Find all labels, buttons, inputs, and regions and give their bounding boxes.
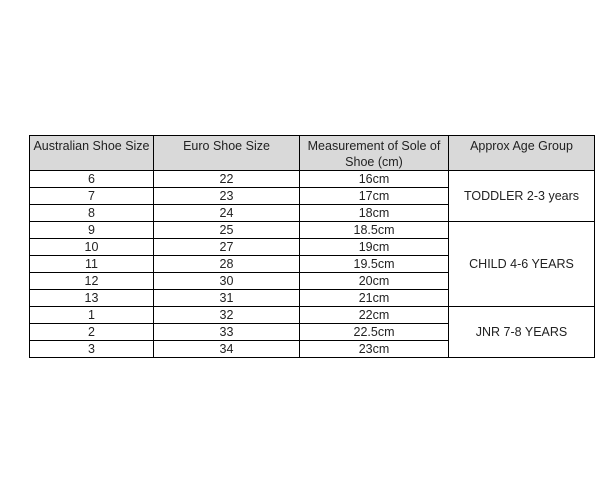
- header-age-group: Approx Age Group: [449, 136, 595, 171]
- table-row: [30, 222, 595, 239]
- table-row: [30, 307, 595, 324]
- table-row: [30, 171, 595, 188]
- euro-size-cell: 33: [154, 324, 300, 341]
- euro-size-cell: 28: [154, 256, 300, 273]
- age-group-toddler: TODDLER 2-3 years: [449, 171, 595, 222]
- header-sole-measurement: Measurement of Sole of Shoe (cm): [300, 136, 449, 171]
- euro-size-cell: 32: [154, 307, 300, 324]
- sole-measurement-cell: 18cm: [300, 205, 449, 222]
- table-header: [30, 136, 595, 171]
- sole-measurement-cell: 23cm: [300, 341, 449, 358]
- australian-size-cell: 9: [30, 222, 154, 239]
- australian-size-cell: 11: [30, 256, 154, 273]
- header-euro-size: Euro Shoe Size: [154, 136, 300, 171]
- sole-measurement-cell: 19cm: [300, 239, 449, 256]
- euro-size-cell: 22: [154, 171, 300, 188]
- sole-measurement-cell: 19.5cm: [300, 256, 449, 273]
- euro-size-cell: 25: [154, 222, 300, 239]
- header-row: [30, 136, 595, 171]
- euro-size-cell: 27: [154, 239, 300, 256]
- euro-size-cell: 34: [154, 341, 300, 358]
- sole-measurement-cell: 20cm: [300, 273, 449, 290]
- euro-size-cell: 31: [154, 290, 300, 307]
- sole-measurement-cell: 18.5cm: [300, 222, 449, 239]
- australian-size-cell: 7: [30, 188, 154, 205]
- sole-measurement-cell: 22.5cm: [300, 324, 449, 341]
- euro-size-cell: 23: [154, 188, 300, 205]
- table-body: [30, 171, 595, 358]
- age-group-junior: JNR 7-8 YEARS: [449, 307, 595, 358]
- sole-measurement-cell: 22cm: [300, 307, 449, 324]
- australian-size-cell: 6: [30, 171, 154, 188]
- shoe-size-table: [29, 135, 595, 358]
- australian-size-cell: 8: [30, 205, 154, 222]
- age-group-child: CHILD 4-6 YEARS: [449, 222, 595, 307]
- australian-size-cell: 13: [30, 290, 154, 307]
- header-australian-size: Australian Shoe Size: [30, 136, 154, 171]
- australian-size-cell: 12: [30, 273, 154, 290]
- euro-size-cell: 24: [154, 205, 300, 222]
- australian-size-cell: 10: [30, 239, 154, 256]
- australian-size-cell: 2: [30, 324, 154, 341]
- sole-measurement-cell: 21cm: [300, 290, 449, 307]
- sole-measurement-cell: 17cm: [300, 188, 449, 205]
- sole-measurement-cell: 16cm: [300, 171, 449, 188]
- australian-size-cell: 3: [30, 341, 154, 358]
- australian-size-cell: 1: [30, 307, 154, 324]
- euro-size-cell: 30: [154, 273, 300, 290]
